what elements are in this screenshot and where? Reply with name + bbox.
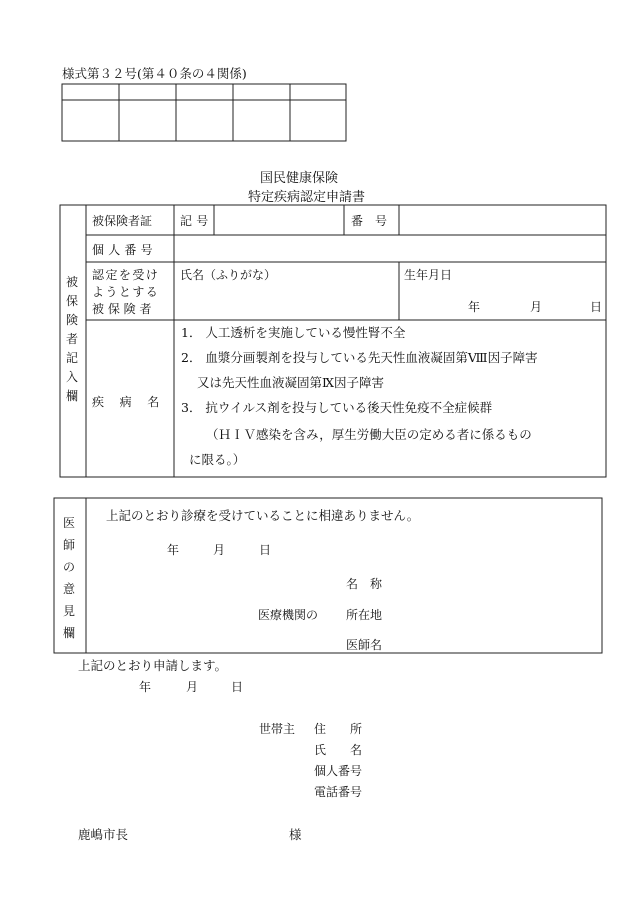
- insured-vlabel-4: 記: [66, 351, 79, 365]
- doctor-vlabel-4: 見: [63, 604, 76, 618]
- doctor-vlabel-3: 意: [63, 582, 76, 596]
- application-date-month: 月: [186, 680, 199, 694]
- application-statement: 上記のとおり申請します。: [78, 658, 228, 673]
- form-number: 様式第３２号(第４０条の４関係): [62, 66, 247, 81]
- insured-vlabel-1: 保: [66, 294, 79, 308]
- title-line1: 国民健康保険: [260, 171, 339, 186]
- birth-day-unit: 日: [590, 300, 603, 314]
- birth-year-unit: 年: [468, 300, 481, 314]
- householder-address-label: 住 所: [314, 722, 363, 736]
- disease-item-2: 2． 血漿分画製剤を投与している先天性血液凝固第Ⅷ因子障害: [181, 350, 538, 365]
- householder-label: 世帯主: [259, 722, 296, 736]
- birth-label: 生年月日: [404, 268, 453, 282]
- doctor-vlabel-0: 医: [63, 516, 76, 530]
- insured-vlabel-6: 欄: [66, 389, 79, 403]
- doctor-field-address: 所在地: [346, 608, 383, 622]
- doctor-vlabel-1: 師: [63, 538, 76, 552]
- facility-label: 医療機関の: [258, 608, 319, 622]
- doctor-vlabel-5: 欄: [63, 626, 76, 640]
- disease-item-2-cont: 又は先天性血液凝固第Ⅸ因子障害: [197, 375, 385, 390]
- doctor-statement: 上記のとおり診療を受けていることに相違ありません。: [106, 508, 420, 523]
- doctor-date-year: 年: [167, 543, 180, 557]
- cert-label: 被保険者証: [92, 214, 153, 228]
- target-label-0: 認定を受け: [92, 268, 160, 282]
- birth-month-unit: 月: [530, 300, 543, 314]
- doctor-vlabel-2: の: [63, 560, 76, 574]
- insured-vlabel-0: 被: [66, 275, 79, 289]
- insured-vlabel-3: 者: [66, 332, 79, 346]
- mayor-label: 鹿嶋市長: [78, 827, 129, 842]
- doctor-date-month: 月: [213, 543, 226, 557]
- stamp-box-grid: [62, 84, 346, 141]
- name-label: 氏名（ふりがな）: [180, 268, 277, 282]
- disease-item-3-note: （ＨＩＶ感染を含み，厚生労働大臣の定める者に係るもの: [206, 427, 532, 442]
- disease-item-3-note-cont: に限る。）: [189, 452, 246, 467]
- disease-label: 疾病名: [92, 395, 175, 409]
- target-label-1: ようとする: [92, 285, 160, 299]
- insured-vlabel-2: 険: [66, 313, 79, 327]
- doctor-date-day: 日: [259, 543, 272, 557]
- doctor-field-doctor: 医師名: [346, 638, 383, 652]
- householder-phone-label: 電話番号: [314, 785, 363, 799]
- insured-vlabel-5: 入: [66, 370, 79, 384]
- number-label: 番 号: [351, 214, 388, 228]
- title-line2: 特定疾病認定申請書: [248, 190, 366, 205]
- application-date-day: 日: [231, 680, 244, 694]
- symbol-label: 記号: [180, 214, 213, 228]
- target-label-2: 被保険者: [92, 302, 156, 316]
- householder-mynumber-label: 個人番号: [314, 764, 363, 778]
- application-date-year: 年: [139, 680, 152, 694]
- disease-item-3: 3． 抗ウイルス剤を投与している後天性免疫不全症候群: [181, 400, 493, 415]
- householder-name-label: 氏 名: [314, 743, 363, 757]
- disease-item-1: 1． 人工透析を実施している慢性腎不全: [181, 325, 406, 340]
- honorific-label: 様: [289, 827, 302, 842]
- doctor-field-name: 名 称: [346, 577, 383, 591]
- mynumber-label: 個人番号: [92, 243, 157, 257]
